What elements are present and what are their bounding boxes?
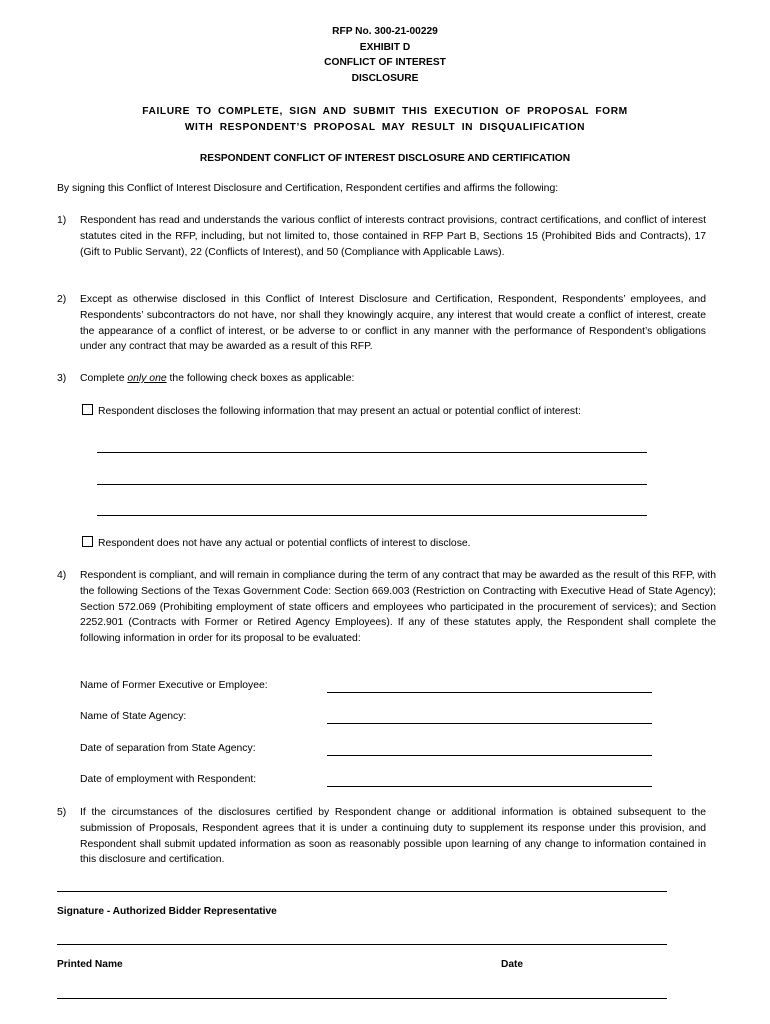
former-employee-field[interactable] <box>327 692 652 693</box>
employment-date-field[interactable] <box>327 786 652 787</box>
no-conflict-option[interactable] <box>82 536 722 551</box>
date-label: Date <box>501 959 524 970</box>
signature-line[interactable] <box>57 891 667 892</box>
no-conflict-option-label: Respondent does not have any actual or potential conflicts of interest to disclose. <box>98 538 471 549</box>
item-1-text: Respondent has read and understands the various conflict of interests contract provisions, contract certifications, and conflict of interest statutes cited in the RFP, including, but not limited to, those contained in RFP Part B, Sections 15 (Prohibited Bids and Contracts), 17 (Gift to Public Servant), 22 (Conflicts of Interest), and 50 (Compliance with Applicable Laws). <box>80 215 706 258</box>
item-3-text-after: the following check boxes as applicable: <box>166 373 355 384</box>
signature-label: Signature - Authorized Bidder Representative <box>57 906 277 917</box>
disclosure-line[interactable] <box>97 515 647 516</box>
item-3-emphasis: only one <box>127 373 167 384</box>
disqualification-warning <box>0 104 770 135</box>
header-block <box>0 24 770 86</box>
item-5-text: If the circumstances of the disclosures certified by Respondent change or additional information is obtained subsequent to the submission of Proposals, Respondent agrees that it is under a continuing duty to supplement its response under this provision, and Respondent shall submit updated information as soon as reasonably possible upon learning of any change to information contained in this disclosure and certification. <box>80 807 706 866</box>
disclosure-line[interactable] <box>97 452 647 453</box>
item-3-text-before: Complete <box>80 373 128 384</box>
item-number: 5) <box>57 807 67 818</box>
item-2-text: Except as otherwise disclosed in this Conflict of Interest Disclosure and Certification, Respondent, Respondents’ employees, and Respondents’ subcontractors do not have, nor shall they knowingly acquire, any interest that would create a conflict of interest, create the appearance of a conflict of interest, or be adverse to or conflict in any manner with the performance of Respondent’s obligations under any contract that may be awarded as a result of this RFP. <box>80 294 706 353</box>
section-title: RESPONDENT CONFLICT OF INTEREST DISCLOSURE AND CERTIFICATION <box>199 153 571 164</box>
item-number: 2) <box>57 294 67 305</box>
item-3-text <box>80 371 706 387</box>
item-number: 4) <box>57 570 67 581</box>
document-title-line1: CONFLICT OF INTEREST <box>324 57 446 68</box>
separation-date-label: Date of separation from State Agency: <box>80 743 256 754</box>
item-number: 1) <box>57 215 67 226</box>
date-line[interactable] <box>57 998 667 999</box>
former-employee-label: Name of Former Executive or Employee: <box>80 680 268 691</box>
document-title-line2: DISCLOSURE <box>351 72 419 84</box>
disclose-checkbox[interactable] <box>82 404 93 415</box>
intro-text: By signing this Conflict of Interest Disclosure and Certification, Respondent certifies and affirms the following: <box>57 183 559 194</box>
disclose-option[interactable] <box>82 404 722 419</box>
separation-date-field[interactable] <box>327 755 652 756</box>
employment-date-label: Date of employment with Respondent: <box>80 774 257 785</box>
item-number: 3) <box>57 373 67 384</box>
state-agency-field[interactable] <box>327 723 652 724</box>
disclose-option-label: Respondent discloses the following information that may present an actual or potential conflict of interest: <box>98 406 581 417</box>
warning-line2: WITH RESPONDENT’S PROPOSAL MAY RESULT IN DISQUALIFICATION <box>184 121 586 133</box>
rfp-number: RFP No. 300-21-00229 <box>332 26 438 37</box>
printed-name-label: Printed Name <box>57 959 123 970</box>
no-conflict-checkbox[interactable] <box>82 536 93 547</box>
printed-name-line[interactable] <box>57 944 667 945</box>
item-4-text: Respondent is compliant, and will remain in compliance during the term of any contract that may be awarded as the result of this RFP, with the following Sections of the Texas Government Code: Section 669.003 (Restriction on Contracting with Executive Head of State Agency); Section 572.069 (Prohibiting employment of state officers and employees who participated in the procurement of services); and Section 2252.901 (Contracts with Former or Retired Agency Employees). If any of these statutes apply, the Respondent shall complete the following information in order for its proposal to be evaluated: <box>80 570 716 645</box>
exhibit-label: EXHIBIT D <box>359 41 411 53</box>
state-agency-label: Name of State Agency: <box>80 711 187 722</box>
warning-line1: FAILURE TO COMPLETE, SIGN AND SUBMIT THIS EXECUTION OF PROPOSAL FORM <box>142 106 628 117</box>
disclosure-line[interactable] <box>97 484 647 485</box>
